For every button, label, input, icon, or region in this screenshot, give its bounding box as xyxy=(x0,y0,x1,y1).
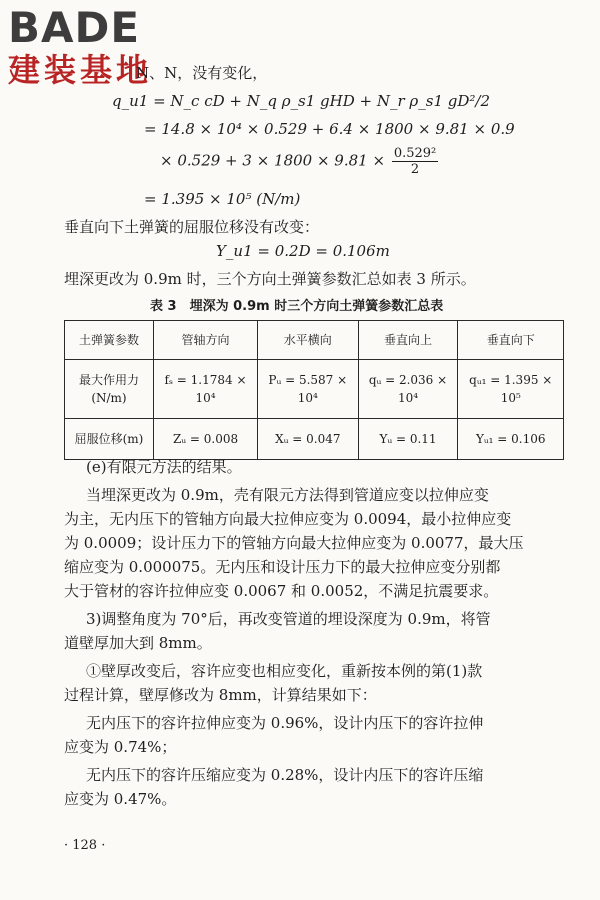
paragraph-line: ①壁厚改变后，容许应变也相应变化，重新按本例的第(1)款 xyxy=(86,662,483,680)
table-cell: Xᵤ = 0.047 xyxy=(258,419,358,460)
table-row xyxy=(65,419,564,460)
cell-line: 10⁴ xyxy=(195,391,216,405)
cell-line: 10⁴ xyxy=(397,391,419,405)
table-cell: Yᵤ = 0.11 xyxy=(358,419,458,460)
equation-line-4: = 1.395 × 10⁵ (N/m) xyxy=(144,190,301,208)
table-cell: Zᵤ = 0.008 xyxy=(153,419,257,460)
equation-line-3 xyxy=(160,146,440,177)
logo-text-bottom: 建装基地 xyxy=(8,51,153,89)
table-cell: 屈服位移(m) xyxy=(65,419,154,460)
table-cell xyxy=(65,360,154,419)
paragraph-fem-heading: (e)有限元方法的结果。 xyxy=(86,458,242,476)
table-cell xyxy=(358,360,458,419)
fraction-numerator: 0.529² xyxy=(393,146,437,161)
table-header-cell: 垂直向下 xyxy=(458,321,564,360)
table-cell: Yᵤ₁ = 0.106 xyxy=(458,419,564,460)
equation-line-3-text: × 0.529 + 3 × 1800 × 9.81 × xyxy=(160,151,386,170)
table-header-cell: 土弹簧参数 xyxy=(65,321,154,360)
page-number: · 128 · xyxy=(64,838,106,853)
paragraph-line: 过程计算，壁厚修改为 8mm，计算结果如下： xyxy=(64,686,377,704)
paragraph-line: 应变为 0.47%。 xyxy=(64,790,177,808)
paragraph-line: 无内压下的容许压缩应变为 0.28%，设计内压下的容许压缩 xyxy=(86,766,484,784)
paragraph-line: 为 0.0009；设计压力下的管轴方向最大拉伸应变为 0.0077，最大压 xyxy=(64,534,524,552)
table-row xyxy=(65,360,564,419)
cell-line: (N/m) xyxy=(91,391,127,405)
line-table-summary: 埋深更改为 0.9m 时，三个方向土弹簧参数汇总如表 3 所示。 xyxy=(64,270,476,288)
cell-line: qᵤ₁ = 1.395 × xyxy=(469,373,553,387)
spring-parameter-table xyxy=(64,320,564,460)
table-header-cell: 水平横向 xyxy=(258,321,358,360)
table-cell xyxy=(258,360,358,419)
cell-line: Pᵤ = 5.587 × xyxy=(268,373,348,387)
line-no-change: N、N，没有变化， xyxy=(136,64,268,82)
table-header-row xyxy=(65,321,564,360)
paragraph-line: 3)调整角度为 70°后，再改变管道的埋设深度为 0.9m，将管 xyxy=(86,610,491,628)
cell-line: 最大作用力 xyxy=(78,373,139,387)
table-header-cell: 管轴方向 xyxy=(153,321,257,360)
cell-line: 10⁴ xyxy=(297,391,318,405)
paragraph-line: 无内压下的容许拉伸应变为 0.96%，设计内压下的容许拉伸 xyxy=(86,714,484,732)
equation-qu1: q_u1 = N_c cD + N_q ρ_s1 gHD + N_r ρ_s1 gD²/2 xyxy=(112,92,491,110)
equation-line-2: = 14.8 × 10⁴ × 0.529 + 6.4 × 1800 × 9.81 × 0.9 xyxy=(144,120,515,138)
fraction-denominator: 2 xyxy=(410,162,420,177)
paragraph-line: 应变为 0.74%； xyxy=(64,738,177,756)
equation-yu1: Y_u1 = 0.2D = 0.106m xyxy=(216,242,390,260)
table-header-cell: 垂直向上 xyxy=(358,321,458,360)
paragraph-line: 道壁厚加大到 8mm。 xyxy=(64,634,212,652)
cell-line: 10⁵ xyxy=(500,391,521,405)
table-cell xyxy=(458,360,564,419)
paragraph-line: 大于管材的容许拉伸应变 0.0067 和 0.0052，不满足抗震要求。 xyxy=(64,582,499,600)
cell-line: fₛ = 1.1784 × xyxy=(164,373,247,387)
paragraph-line: 为主，无内压下的管轴方向最大拉伸应变为 0.0094，最小拉伸应变 xyxy=(64,510,512,528)
table-cell xyxy=(153,360,257,419)
paragraph-line: 当埋深更改为 0.9m，壳有限元方法得到管道应变以拉伸应变 xyxy=(86,486,489,504)
logo-text-top: BADE xyxy=(8,3,141,52)
cell-line: qᵤ = 2.036 × xyxy=(368,373,448,387)
table-caption: 表 3 埋深为 0.9m 时三个方向土弹簧参数汇总表 xyxy=(150,299,444,314)
line-yield-unchanged: 垂直向下土弹簧的屈服位移没有改变： xyxy=(64,218,320,236)
paragraph-line: 缩应变为 0.000075。无内压和设计压力下的最大拉伸应变分别都 xyxy=(64,558,501,576)
equation-fraction xyxy=(392,146,438,177)
